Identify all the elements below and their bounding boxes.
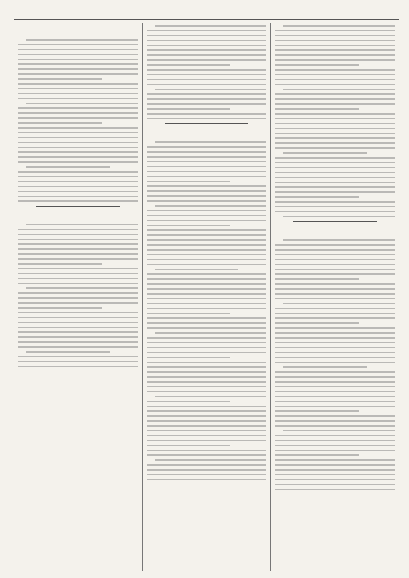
text-line xyxy=(155,396,267,398)
text-line xyxy=(275,191,395,193)
text-line xyxy=(18,258,138,260)
text-line xyxy=(147,54,267,56)
text-line xyxy=(283,430,395,432)
text-line xyxy=(18,49,138,51)
text-line xyxy=(18,191,138,193)
text-line xyxy=(18,151,138,153)
text-line xyxy=(147,113,267,115)
text-line xyxy=(147,474,267,476)
text-line xyxy=(18,78,102,80)
text-line xyxy=(275,484,395,486)
text-line xyxy=(147,425,267,427)
text-line xyxy=(18,234,138,236)
text-line xyxy=(26,351,110,353)
text-line xyxy=(18,317,138,319)
text-line xyxy=(18,248,138,250)
text-line xyxy=(26,287,138,289)
text-line xyxy=(275,386,395,388)
text-line xyxy=(275,172,395,174)
text-line xyxy=(275,308,395,310)
text-line xyxy=(147,239,267,241)
text-line xyxy=(275,450,395,452)
running-header xyxy=(14,8,399,20)
text-line xyxy=(18,356,138,358)
text-line xyxy=(275,244,395,246)
middle-section-heading xyxy=(147,128,267,139)
text-line xyxy=(18,273,138,275)
text-line xyxy=(155,25,267,27)
text-line xyxy=(275,371,395,373)
text-line xyxy=(18,263,102,265)
text-line xyxy=(18,132,138,134)
text-line xyxy=(275,157,395,159)
text-line xyxy=(18,122,102,124)
text-line xyxy=(18,176,138,178)
text-line xyxy=(275,357,395,359)
text-line xyxy=(18,327,138,329)
text-line xyxy=(283,152,367,154)
text-line xyxy=(147,406,267,408)
text-line xyxy=(18,229,138,231)
text-line xyxy=(147,40,267,42)
text-line xyxy=(283,25,395,27)
text-line xyxy=(147,64,231,66)
text-line xyxy=(18,292,138,294)
text-line xyxy=(18,117,138,119)
text-line xyxy=(18,196,138,198)
text-line xyxy=(147,317,267,319)
text-line xyxy=(18,83,138,85)
text-line xyxy=(275,69,395,71)
text-line xyxy=(275,142,395,144)
text-line xyxy=(147,293,267,295)
text-line xyxy=(26,224,138,226)
divider xyxy=(293,221,377,222)
text-line xyxy=(147,366,267,368)
text-line xyxy=(275,362,395,364)
text-line xyxy=(275,445,395,447)
text-line xyxy=(18,107,138,109)
text-line xyxy=(147,273,267,275)
text-line xyxy=(18,127,138,129)
text-line xyxy=(147,313,231,315)
text-line xyxy=(275,464,395,466)
text-line xyxy=(147,454,267,456)
text-line xyxy=(275,352,395,354)
text-line xyxy=(147,469,267,471)
text-line xyxy=(147,420,267,422)
text-line xyxy=(147,352,267,354)
text-line xyxy=(18,243,138,245)
text-line xyxy=(147,200,267,202)
text-line xyxy=(18,361,138,363)
text-line xyxy=(275,103,395,105)
text-line xyxy=(18,297,138,299)
text-line xyxy=(18,278,138,280)
text-line xyxy=(18,137,138,139)
text-line xyxy=(275,186,395,188)
text-line xyxy=(283,303,395,305)
text-line xyxy=(18,68,138,70)
text-line xyxy=(18,54,138,56)
text-line xyxy=(147,386,267,388)
text-line xyxy=(147,440,267,442)
text-line xyxy=(147,59,267,61)
text-line xyxy=(275,254,395,256)
text-line xyxy=(275,147,395,149)
text-line xyxy=(18,283,138,285)
text-line xyxy=(147,464,267,466)
text-line xyxy=(275,259,395,261)
text-line xyxy=(275,376,395,378)
text-line xyxy=(275,211,395,213)
text-line xyxy=(275,35,395,37)
text-line xyxy=(275,273,395,275)
text-line xyxy=(18,93,138,95)
text-line xyxy=(147,84,267,86)
text-line xyxy=(275,108,359,110)
text-line xyxy=(275,40,395,42)
text-line xyxy=(147,225,231,227)
text-line xyxy=(275,347,395,349)
right-section-lines xyxy=(275,239,395,490)
text-line xyxy=(18,322,138,324)
text-line xyxy=(26,39,138,41)
text-line xyxy=(275,206,395,208)
text-line xyxy=(155,332,267,334)
text-line xyxy=(147,264,267,266)
text-line xyxy=(283,216,395,218)
text-line xyxy=(275,49,395,51)
left-section-heading xyxy=(18,211,138,222)
text-line xyxy=(275,54,395,56)
text-line xyxy=(147,215,267,217)
text-line xyxy=(18,200,138,202)
text-line xyxy=(18,112,138,114)
text-line xyxy=(275,440,395,442)
column-right xyxy=(270,23,399,571)
text-line xyxy=(147,391,267,393)
column-left xyxy=(14,23,142,571)
text-line xyxy=(147,190,267,192)
text-line xyxy=(275,123,395,125)
text-line xyxy=(147,103,267,105)
text-line xyxy=(275,249,395,251)
text-line xyxy=(275,322,359,324)
middle-top-lines xyxy=(147,25,267,119)
text-line xyxy=(275,93,395,95)
text-line xyxy=(18,186,138,188)
text-line xyxy=(18,268,138,270)
text-line xyxy=(147,181,231,183)
text-line xyxy=(147,254,267,256)
left-section-lines xyxy=(18,224,138,367)
divider xyxy=(165,123,249,124)
text-line xyxy=(18,156,138,158)
text-line xyxy=(18,307,102,309)
text-line xyxy=(18,336,138,338)
text-line xyxy=(147,278,267,280)
text-line xyxy=(147,362,267,364)
right-section-heading xyxy=(275,226,395,237)
text-line xyxy=(147,347,267,349)
text-line xyxy=(18,341,138,343)
text-line xyxy=(275,64,359,66)
text-line xyxy=(275,332,395,334)
text-line xyxy=(275,474,395,476)
text-line xyxy=(147,234,267,236)
text-line xyxy=(147,445,231,447)
text-line xyxy=(275,454,359,456)
text-line xyxy=(18,63,138,65)
text-line xyxy=(275,79,395,81)
text-line xyxy=(18,73,138,75)
middle-section-lines xyxy=(147,141,267,480)
text-line xyxy=(155,141,267,143)
text-line xyxy=(275,327,395,329)
text-line xyxy=(275,479,395,481)
text-line xyxy=(18,253,138,255)
text-line xyxy=(155,205,267,207)
text-line xyxy=(18,312,138,314)
text-line xyxy=(275,264,395,266)
text-line xyxy=(147,327,267,329)
text-line xyxy=(18,142,138,144)
text-line xyxy=(147,337,267,339)
text-line xyxy=(147,376,267,378)
text-line xyxy=(275,396,395,398)
text-line xyxy=(147,195,267,197)
text-line xyxy=(275,425,395,427)
text-line xyxy=(147,357,231,359)
text-line xyxy=(18,44,138,46)
text-line xyxy=(147,435,267,437)
text-line xyxy=(147,185,267,187)
text-line xyxy=(147,288,267,290)
text-line xyxy=(147,176,267,178)
text-line xyxy=(18,331,138,333)
text-line xyxy=(275,401,395,403)
text-line xyxy=(147,171,267,173)
text-line xyxy=(275,196,359,198)
text-line xyxy=(275,30,395,32)
text-line xyxy=(275,84,395,86)
text-line xyxy=(147,410,267,412)
text-line xyxy=(147,108,231,110)
text-line xyxy=(275,113,395,115)
text-line xyxy=(275,118,395,120)
right-top-lines xyxy=(275,25,395,217)
text-line xyxy=(26,166,110,168)
text-line xyxy=(275,177,395,179)
text-line xyxy=(18,366,138,368)
text-line xyxy=(147,151,267,153)
text-line xyxy=(18,147,138,149)
text-line xyxy=(18,59,138,61)
text-line xyxy=(275,162,395,164)
text-line xyxy=(18,161,138,163)
text-line xyxy=(147,342,267,344)
text-line xyxy=(275,167,395,169)
text-line xyxy=(275,342,395,344)
text-line xyxy=(147,249,267,251)
text-line xyxy=(275,459,395,461)
text-line xyxy=(147,74,267,76)
text-line xyxy=(275,317,395,319)
text-line xyxy=(18,88,138,90)
text-line xyxy=(275,182,395,184)
text-line xyxy=(283,366,367,368)
text-line xyxy=(275,415,395,417)
column-middle xyxy=(142,23,271,571)
text-line xyxy=(275,283,395,285)
text-line xyxy=(275,74,395,76)
text-line xyxy=(147,308,267,310)
text-line xyxy=(275,489,395,491)
text-line xyxy=(147,381,267,383)
text-line xyxy=(275,406,395,408)
divider xyxy=(36,206,120,207)
text-line xyxy=(147,30,267,32)
text-line xyxy=(147,220,267,222)
text-line xyxy=(147,298,267,300)
text-line xyxy=(275,391,395,393)
text-line xyxy=(147,161,267,163)
text-line xyxy=(283,239,395,241)
text-line xyxy=(275,410,359,412)
text-line xyxy=(147,430,267,432)
text-line xyxy=(147,49,267,51)
text-line xyxy=(147,98,267,100)
text-line xyxy=(147,244,267,246)
text-line xyxy=(275,137,395,139)
text-line xyxy=(275,469,395,471)
text-line xyxy=(147,401,231,403)
text-line xyxy=(147,69,267,71)
text-line xyxy=(18,302,138,304)
text-line xyxy=(26,103,138,105)
text-line xyxy=(18,346,138,348)
text-line xyxy=(275,313,395,315)
text-line xyxy=(275,288,395,290)
text-line xyxy=(155,269,239,271)
text-line xyxy=(275,278,359,280)
text-line xyxy=(147,259,267,261)
text-line xyxy=(275,435,395,437)
left-text-lines xyxy=(18,39,138,202)
text-line xyxy=(147,93,267,95)
text-line xyxy=(147,156,267,158)
text-line xyxy=(147,303,267,305)
text-line xyxy=(147,322,267,324)
text-line xyxy=(18,98,138,100)
text-line xyxy=(275,420,395,422)
text-line xyxy=(275,381,395,383)
text-line xyxy=(147,118,267,120)
text-line xyxy=(18,239,138,241)
text-line xyxy=(275,337,395,339)
text-line xyxy=(283,89,395,91)
text-line xyxy=(147,146,267,148)
text-line xyxy=(275,128,395,130)
left-headline xyxy=(18,25,138,37)
text-line xyxy=(18,171,138,173)
text-line xyxy=(18,181,138,183)
text-line xyxy=(147,35,267,37)
text-line xyxy=(275,133,395,135)
text-line xyxy=(147,210,267,212)
text-line xyxy=(147,450,267,452)
text-line xyxy=(155,89,267,91)
text-line xyxy=(275,98,395,100)
text-line xyxy=(147,79,267,81)
text-line xyxy=(155,459,267,461)
text-line xyxy=(147,415,267,417)
text-line xyxy=(147,229,267,231)
text-line xyxy=(147,166,267,168)
text-line xyxy=(275,201,395,203)
text-line xyxy=(147,371,267,373)
text-line xyxy=(275,59,395,61)
text-line xyxy=(147,45,267,47)
text-line xyxy=(275,45,395,47)
text-line xyxy=(275,269,395,271)
text-line xyxy=(147,479,267,481)
text-line xyxy=(275,293,395,295)
text-line xyxy=(147,283,267,285)
text-line xyxy=(275,298,395,300)
